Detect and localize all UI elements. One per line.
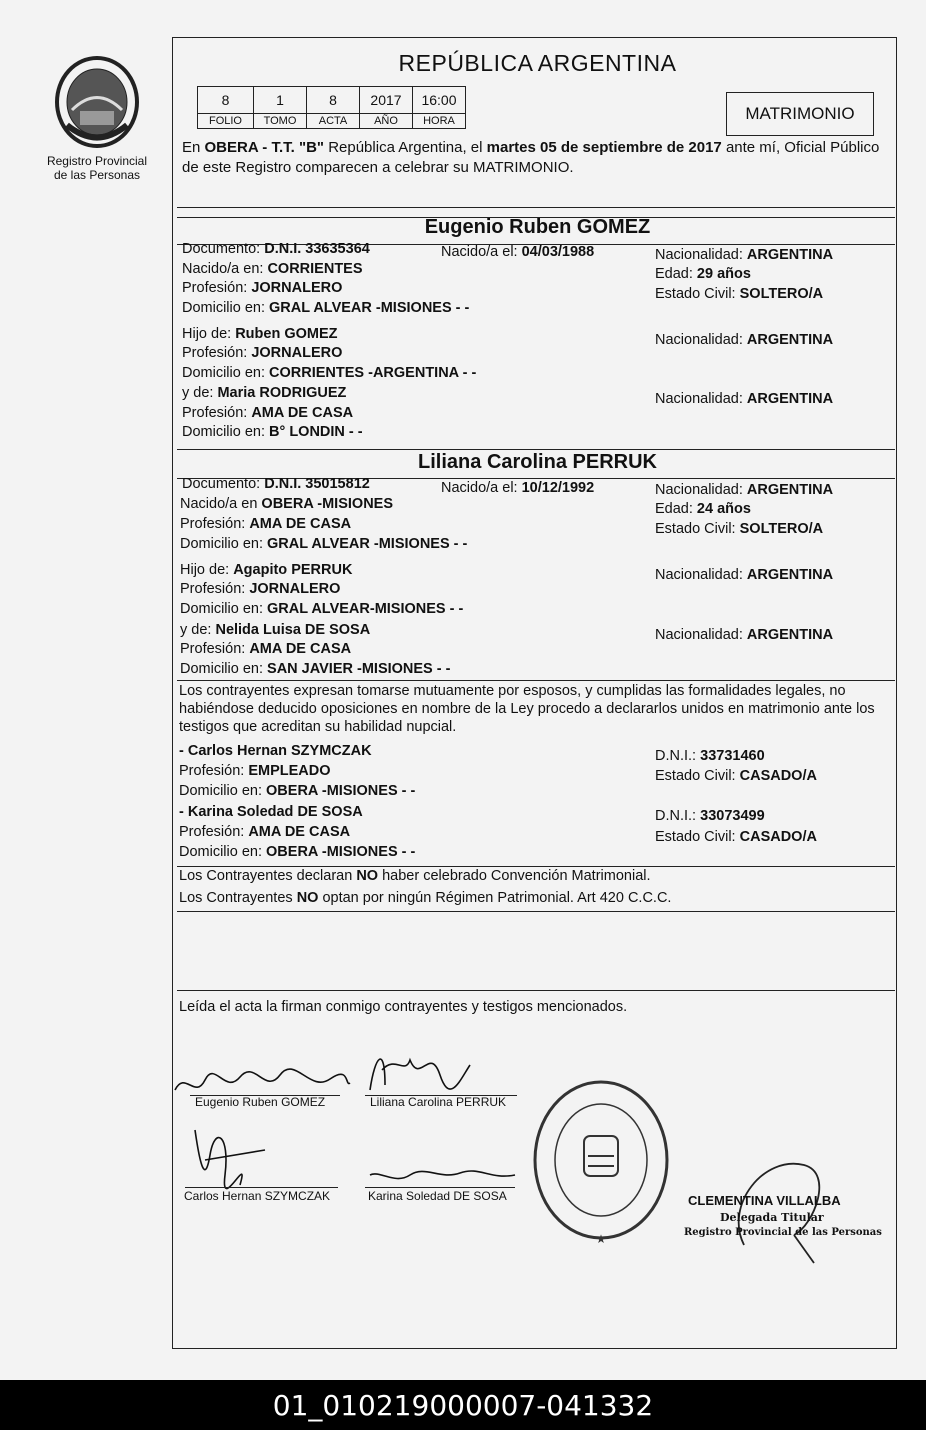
groom-signature-caption: Eugenio Ruben GOMEZ [195,1095,326,1109]
field-label: Los Contrayentes [179,890,297,906]
bride-estado-civil [655,520,823,538]
field-value: GRAL ALVEAR -MISIONES - - [269,300,470,316]
bride-father-domicilio [180,600,463,618]
field-label: optan por ningún Régimen Patrimonial. Art 420 C.C.C. [318,890,672,906]
official-signature-block [684,1145,882,1265]
field-label: Domicilio en: [179,844,267,860]
field-value: OBERA -MISIONES - - [266,783,416,799]
field-label: Hijo de: [180,562,234,578]
registry-label: Registro Provincial de las Personas [46,154,148,182]
witness2-name [179,803,363,821]
divider [177,911,895,912]
field-value: SOLTERO/A [739,286,824,302]
folio-label: FOLIO [198,114,254,129]
field-label: Estado Civil: [655,768,740,784]
field-value: JORNALERO [251,280,343,296]
field-value: GRAL ALVEAR-MISIONES - - [267,601,464,617]
field-value: Agapito PERRUK [233,562,353,578]
field-value: AMA DE CASA [249,641,352,657]
field-value: CORRIENTES -ARGENTINA - - [269,365,477,381]
divider [177,990,895,991]
field-label: Nacionalidad: [655,332,747,348]
bride-name: Liliana Carolina PERRUK [418,451,657,473]
field-value: CASADO/A [739,768,817,784]
field-label: haber celebrado Convención Matrimonial. [378,868,651,884]
ano-label: AÑO [360,114,413,129]
field-value: 24 años [696,501,751,517]
official-office: Registro Provincial de las Personas [684,1227,882,1238]
field-value: CORRIENTES [267,261,363,277]
field-label: Edad: [655,501,697,517]
official-stamp [528,1078,674,1248]
field-value: 29 años [696,266,751,282]
field-value: SOLTERO/A [739,521,824,537]
field-value: ARGENTINA [746,332,834,348]
field-label: D.N.I.: [655,748,701,764]
field-label: Nacionalidad: [655,391,747,407]
witness2-dni [655,807,765,825]
field-label: Profesión: [180,641,250,657]
bride-nacido-en [180,495,393,513]
field-label: Nacido/a el: [441,480,522,496]
field-value: GRAL ALVEAR -MISIONES - - [267,536,468,552]
groom-domicilio [182,299,469,317]
divider [177,680,895,681]
witness2-domicilio [179,843,415,861]
groom-edad [655,265,751,283]
field-label: Domicilio en: [180,536,268,552]
witness1-name [179,742,372,760]
witness1-profesion [179,762,331,780]
bride-mother-nacionalidad [655,626,833,644]
field-label: Hijo de: [182,326,236,342]
field-value: ARGENTINA [746,627,834,643]
field-label: Nacionalidad: [655,567,747,583]
bride-edad [655,500,751,518]
field-label: Profesión: [179,824,249,840]
field-label: Nacido/a en [180,496,262,512]
field-value: Maria RODRIGUEZ [217,385,347,401]
divider [177,449,895,450]
witness2-profesion [179,823,350,841]
field-value: SAN JAVIER -MISIONES - - [267,661,451,677]
groom-father-nacionalidad [655,331,833,349]
official-name: CLEMENTINA VILLALBA [688,1193,841,1208]
field-label: y de: [180,622,216,638]
groom-mother-profesion [182,404,353,422]
groom-profesion [182,279,342,297]
field-value: CASADO/A [739,829,817,845]
bride-father-profesion [180,580,340,598]
field-label: Estado Civil: [655,829,740,845]
field-label: Profesión: [182,280,252,296]
field-label: Profesión: [179,763,249,779]
document-code-bar: 01_010219000007-041332 [0,1380,926,1430]
field-value: 04/03/1988 [521,244,595,260]
field-value: B° LONDIN - - [269,424,363,440]
bride-mother [180,621,370,639]
ano-value: 2017 [360,87,413,114]
field-label: Domicilio en: [182,300,270,316]
field-value: OBERA -MISIONES [261,496,394,512]
document-title: REPÚBLICA ARGENTINA [398,50,677,76]
regime-note [179,889,671,907]
bride-mother-domicilio [180,660,450,678]
field-value: ARGENTINA [746,482,834,498]
field-value: ARGENTINA [746,567,834,583]
bride-domicilio [180,535,467,553]
field-value: AMA DE CASA [248,824,351,840]
acta-label: ACTA [307,114,360,129]
field-value: NO [296,890,319,906]
folio-value: 8 [198,87,254,114]
field-label: Profesión: [182,345,252,361]
witness1-signature-caption: Carlos Hernan SZYMCZAK [184,1189,331,1203]
groom-nacido-el [441,243,594,261]
bride-documento [182,475,370,493]
svg-text:★: ★ [595,1232,607,1246]
field-value: EMPLEADO [248,763,331,779]
groom-father [182,325,338,343]
field-label: Estado Civil: [655,521,740,537]
groom-mother-nacionalidad [655,390,833,408]
field-value: Ruben GOMEZ [235,326,338,342]
bride-nacido-el [441,479,594,497]
field-value: 33731460 [700,748,765,764]
field-value: JORNALERO [249,581,341,597]
field-label: Documento: [182,241,265,257]
divider [177,207,895,208]
field-label: Los Contrayentes declaran [179,868,357,884]
field-value: AMA DE CASA [249,516,352,532]
province-seal-logo [52,55,142,150]
bride-profesion [180,515,351,533]
field-value: - Carlos Hernan SZYMCZAK [179,743,372,759]
groom-mother [182,384,346,402]
groom-estado-civil [655,285,823,303]
bride-father [180,561,352,579]
groom-nacionalidad [655,246,833,264]
witness1-estado-civil [655,767,817,785]
field-label: Profesión: [180,581,250,597]
field-value: D.N.I. 35015812 [264,476,370,492]
official-role: Delegada Titular [720,1211,824,1224]
field-value: AMA DE CASA [251,405,354,421]
field-value: OBERA -MISIONES - - [266,844,416,860]
field-label: y de: [182,385,218,401]
tomo-value: 1 [254,87,307,114]
field-label: Edad: [655,266,697,282]
record-header-table [197,86,466,129]
field-label: Nacionalidad: [655,482,747,498]
field-label: Domicilio en: [182,424,270,440]
field-value: 33073499 [700,808,765,824]
tomo-label: TOMO [254,114,307,129]
field-label: Domicilio en: [179,783,267,799]
bride-father-nacionalidad [655,566,833,584]
hora-label: HORA [413,114,466,129]
handwritten-signatures [170,1035,530,1205]
field-value: ARGENTINA [746,247,834,263]
field-label: Estado Civil: [655,286,740,302]
field-label: Documento: [182,476,265,492]
witness1-dni [655,747,765,765]
groom-father-profesion [182,344,342,362]
declaration-text: Los contrayentes expresan tomarse mutuamente por esposos, y cumplidas las formalidades legales, no habiéndose deducido oposiciones en nombre de la Ley procedo a declararlos unidos en matrimonio ante los testigos que acreditan su habilidad nupcial. [179,683,875,735]
groom-nacido-en [182,260,363,278]
signature-line [185,1187,338,1188]
signature-line [365,1187,515,1188]
bride-mother-profesion [180,640,351,658]
field-label: Domicilio en: [180,661,268,677]
witness2-signature-caption: Karina Soledad DE SOSA [368,1189,507,1203]
field-value: 10/12/1992 [521,480,595,496]
field-value: JORNALERO [251,345,343,361]
field-value: Nelida Luisa DE SOSA [215,622,371,638]
bride-nacionalidad [655,481,833,499]
field-value: NO [356,868,379,884]
groom-father-domicilio [182,364,476,382]
field-label: Domicilio en: [182,365,270,381]
field-label: Nacido/a el: [441,244,522,260]
field-label: Domicilio en: [180,601,268,617]
witness2-estado-civil [655,828,817,846]
witness1-domicilio [179,782,415,800]
record-type-box: MATRIMONIO [726,92,874,136]
bride-signature-caption: Liliana Carolina PERRUK [370,1095,507,1109]
hora-value: 16:00 [413,87,466,114]
groom-name: Eugenio Ruben GOMEZ [424,216,651,238]
field-value: D.N.I. 33635364 [264,241,370,257]
groom-mother-domicilio [182,423,363,441]
field-label: Nacionalidad: [655,627,747,643]
closing-text: Leída el acta la firman conmigo contrayentes y testigos mencionados. [179,999,628,1015]
field-label: Nacionalidad: [655,247,747,263]
field-label: Profesión: [180,516,250,532]
acta-value: 8 [307,87,360,114]
groom-documento [182,240,370,258]
convention-note [179,867,651,885]
intro-text: En OBERA - T.T. "B" República Argentina, el martes 05 de septiembre de 2017 ante mí, Oficial Público de este Registro comparecen a celebrar su MATRIMONIO. [182,139,880,176]
field-value: - Karina Soledad DE SOSA [179,804,363,820]
field-label: Profesión: [182,405,252,421]
field-label: D.N.I.: [655,808,701,824]
field-label: Nacido/a en: [182,261,268,277]
field-value: ARGENTINA [746,391,834,407]
